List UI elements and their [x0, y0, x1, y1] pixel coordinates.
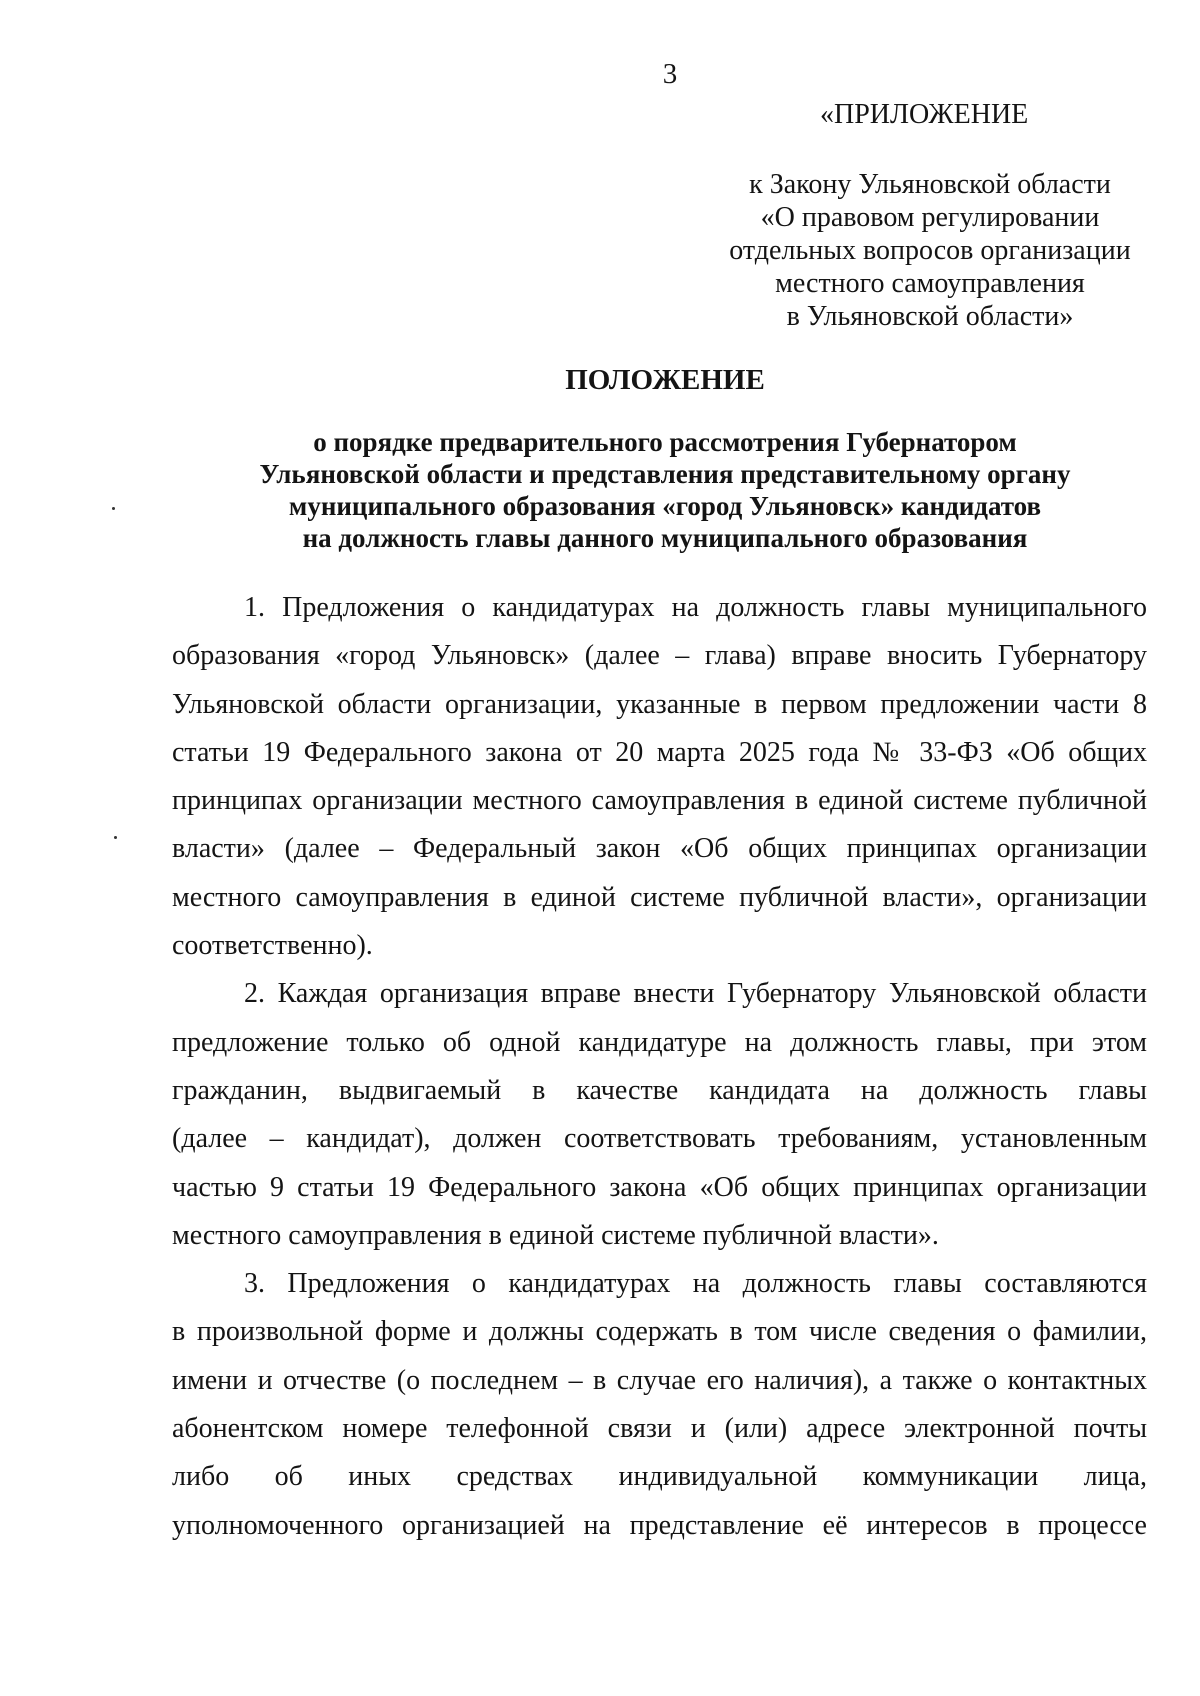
appendix-reference-line: отдельных вопросов организации: [729, 235, 1131, 266]
text-line: уполномоченного организацией на представление её интересов в процессе: [172, 1509, 1147, 1541]
subtitle-line: Ульяновской области и представления представительному органу: [259, 459, 1071, 489]
appendix-reference-line: «О правовом регулировании: [760, 202, 1100, 233]
subtitle-line: о порядке предварительного рассмотрения Губернатором: [313, 427, 1017, 457]
text-line: (далее – кандидат), должен соответствовать требованиям, установленным: [172, 1123, 1147, 1155]
appendix-reference-line: в Ульяновской области»: [786, 301, 1074, 332]
paragraph-2: [172, 970, 1147, 1260]
document-title: ПОЛОЖЕНИЕ: [565, 364, 765, 396]
text-line: 2. Каждая организация вправе внести Губернатору Ульяновской области: [244, 978, 1147, 1010]
scan-speck: [112, 507, 115, 510]
text-line: в произвольной форме и должны содержать в том числе сведения о фамилии,: [172, 1316, 1147, 1348]
text-line: местного самоуправления в единой системе публичной власти».: [172, 1219, 939, 1251]
text-line: гражданин, выдвигаемый в качестве кандидата на должность главы: [172, 1074, 1147, 1106]
text-line: статьи 19 Федерального закона от 20 марта 2025 года № 33-ФЗ «Об общих: [172, 736, 1147, 768]
text-line: 3. Предложения о кандидатурах на должность главы составляются: [244, 1268, 1147, 1300]
text-line: имени и отчестве (о последнем – в случае его наличия), а также о контактных: [172, 1364, 1147, 1396]
appendix-reference-line: местного самоуправления: [775, 268, 1085, 299]
text-line: абонентском номере телефонной связи и (или) адресе электронной почты: [172, 1413, 1147, 1445]
text-line: образования «город Ульяновск» (далее – глава) вправе вносить Губернатору: [172, 640, 1147, 672]
document-subtitle: [0, 426, 1200, 554]
page-number: 3: [662, 58, 678, 90]
subtitle-line: на должность главы данного муниципального образования: [302, 523, 1028, 553]
text-line: Ульяновской области организации, указанные в первом предложении части 8: [172, 688, 1147, 720]
subtitle-line: муниципального образования «город Ульяновск» кандидатов: [288, 491, 1042, 521]
scan-speck: [114, 836, 117, 839]
document-body: [172, 584, 1147, 1550]
paragraph-3: [172, 1260, 1147, 1550]
text-line: либо об иных средствах индивидуальной коммуникации лица,: [172, 1461, 1147, 1493]
text-line: принципах организации местного самоуправления в единой системе публичной: [172, 785, 1147, 817]
text-line: соответственно).: [172, 930, 373, 962]
appendix-reference-line: к Закону Ульяновской области: [749, 169, 1111, 200]
text-line: 1. Предложения о кандидатурах на должность главы муниципального: [244, 592, 1147, 623]
paragraph-1: [172, 584, 1147, 970]
text-line: местного самоуправления в единой системе публичной власти», организации: [172, 881, 1147, 913]
text-line: частью 9 статьи 19 Федерального закона «Об общих принципах организации: [172, 1171, 1147, 1203]
appendix-reference: [720, 168, 1140, 333]
text-line: власти» (далее – Федеральный закон «Об общих принципах организации: [172, 833, 1147, 865]
text-line: предложение только об одной кандидатуре на должность главы, при этом: [172, 1026, 1147, 1058]
appendix-heading: «ПРИЛОЖЕНИЕ: [820, 99, 1029, 130]
